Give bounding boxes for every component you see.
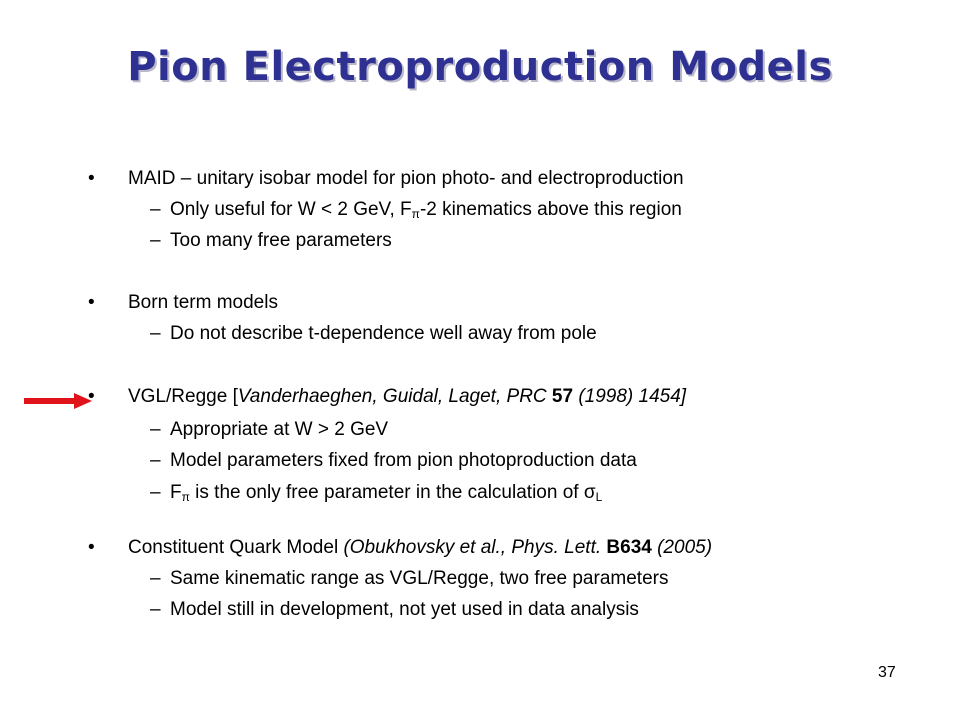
page-number: 37 [878, 664, 896, 681]
bullet-marker: • [88, 168, 95, 189]
citation-italic: (2005) [651, 537, 713, 558]
sub-item-text: is the only free parameter in the calculation of σ [189, 482, 596, 503]
subscript-pi: π [411, 207, 420, 221]
citation-volume: B634 [606, 537, 652, 558]
bullet-text: Constituent Quark Model [128, 537, 344, 558]
subscript-pi: π [181, 490, 190, 504]
bullet-text: Born term models [128, 292, 278, 313]
citation-italic: (1998) 1454] [573, 386, 687, 407]
dash-marker: – [150, 599, 161, 620]
sub-item-text: Do not describe t-dependence well away from pole [170, 323, 597, 344]
sub-item-vgl-params [150, 450, 637, 472]
dash-marker: – [150, 419, 161, 440]
sub-item-cqm-range [150, 568, 668, 590]
bullet-vgl [88, 386, 686, 408]
dash-marker: – [150, 482, 161, 503]
citation-italic: (Obukhovsky et al., Phys. Lett. [343, 537, 607, 558]
bullet-cqm [88, 537, 712, 559]
dash-marker: – [150, 230, 161, 251]
sub-item-vgl-fpi [150, 482, 602, 505]
bullet-born [88, 292, 278, 314]
bullet-text: MAID – unitary isobar model for pion photo- and electroproduction [128, 168, 684, 189]
subscript-l: L [595, 490, 603, 504]
bullet-marker: • [88, 537, 95, 558]
sub-item-text: Model parameters fixed from pion photoproduction data [170, 450, 637, 471]
sub-item-maid-params [150, 230, 392, 252]
slide-title: Pion Electroproduction Models [127, 44, 833, 90]
citation-volume: 57 [551, 386, 574, 407]
dash-marker: – [150, 450, 161, 471]
sub-item-maid-range [150, 199, 682, 222]
dash-marker: – [150, 199, 161, 220]
sub-item-text: Too many free parameters [170, 230, 392, 251]
sub-item-text: -2 kinematics above this region [419, 199, 682, 220]
bullet-marker: • [88, 386, 95, 407]
bullet-maid [88, 168, 684, 190]
sub-item-born-t [150, 323, 597, 345]
sub-item-text: Model still in development, not yet used in data analysis [170, 599, 639, 620]
bullet-text: VGL/Regge [ [128, 386, 238, 407]
pointer-arrow-icon [24, 391, 94, 411]
sub-item-text: F [170, 482, 182, 503]
dash-marker: – [150, 568, 161, 589]
sub-item-cqm-dev [150, 599, 639, 621]
bullet-marker: • [88, 292, 95, 313]
citation-italic: Vanderhaeghen, Guidal, Laget, PRC [237, 386, 552, 407]
sub-item-text: Same kinematic range as VGL/Regge, two free parameters [170, 568, 669, 589]
sub-item-text: Appropriate at W > 2 GeV [170, 419, 389, 440]
sub-item-vgl-w [150, 419, 388, 441]
sub-item-text: Only useful for W < 2 GeV, F [170, 199, 412, 220]
dash-marker: – [150, 323, 161, 344]
